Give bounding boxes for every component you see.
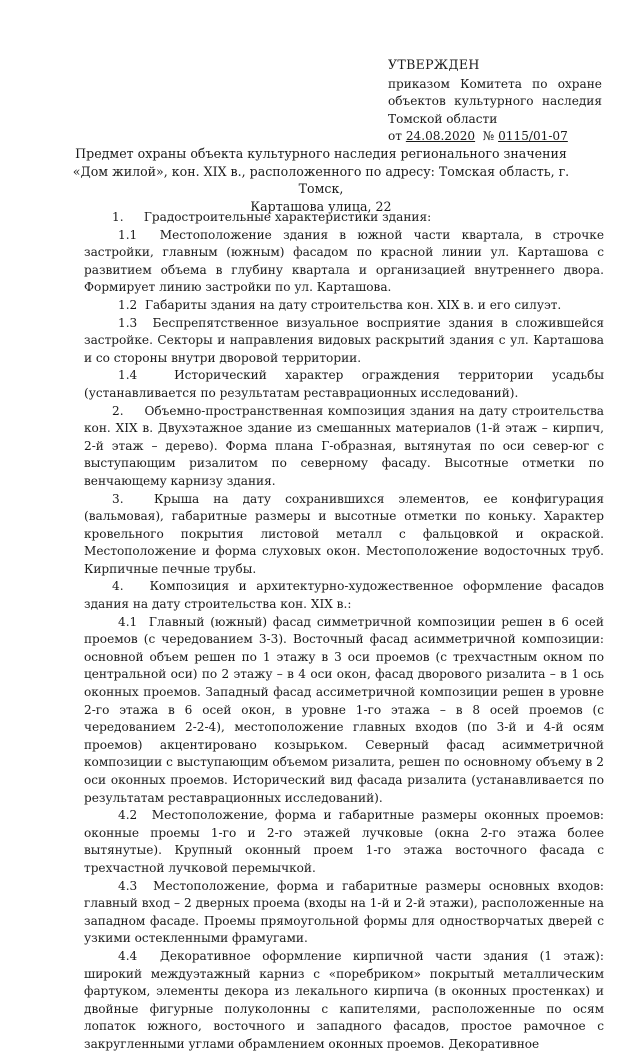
paragraph: 4.4 Декоративное оформление кирпичной части здания (1 этаж): широкий междуэтажный карниз с «поребриком» покрытый металлическим фартуком, элементы декора из лекального кирпича (в оконных простенках) и двойные фигурные полуколонны с капителями, расположенные по осям лопаток южного, восточного и западного фасадов, простое рамочное с закругленными углами обрамлением оконных проемов. Декоративное	[84, 948, 604, 1051]
approval-block	[388, 56, 602, 146]
paragraph: 1.4 Исторический характер ограждения территории усадьбы (устанавливается по результатам реставрационных исследований).	[84, 368, 604, 400]
document-title: Предмет охраны объекта культурного наследия регионального значения «Дом жилой», кон. XIX в., расположенного по адресу: Томская область, г. Томск, Карташова улица, 22	[72, 146, 570, 214]
paragraph: 1. Градостроительные характеристики здания:	[112, 210, 432, 224]
approval-line-3: Томской области	[388, 111, 498, 126]
document-body	[84, 209, 604, 1054]
paragraph: 1.3 Беспрепятственное визуальное восприятие здания в сложившейся застройке. Секторы и направления видовых раскрытий здания с ул. Карташова и со стороны внутри дворовой территории.	[84, 315, 604, 365]
paragraph: 4.1 Главный (южный) фасад симметричной композиции решен в 6 осей проемов (с чередованием 3-3). Восточный фасад асимметричной композиции: основной объем решен по 1 этажу в 3 оси проемов (с трехчастным окном по центральной оси) по 2 этажу – в 4 оси окон, фасад дворового ризалита – в 1 ось оконных проемов. Западный фасад ассиметричной композиции решен в уровне 2-го этажа в 6 осей окон, в уровне 1-го этажа – в 8 осей проемов (с чередованием 2-2-4), местоположение главных входов (по 3-й и 4-й осям проемов) акцентировано козырьком. Северный фасад асимметричной композиции с выступающим объемом ризалита, решен по основному объему в 2 оси оконных проемов. Исторический вид фасада ризалита (устанавливается по результатам реставрационных исследований).	[84, 614, 604, 805]
approval-date: 24.08.2020	[405, 129, 476, 144]
paragraph: 1.1 Местоположение здания в южной части квартала, в строчке застройки, главным (южным) фасадом по красной линии ул. Карташова с развитием объема в глубину квартала и организацией внутреннего двора. Формирует линию застройки по ул. Карташова.	[84, 227, 604, 295]
approval-number: 0115/01-07	[498, 129, 568, 144]
paragraph: 3. Крыша на дату сохранившихся элементов, ее конфигурация (вальмовая), габаритные размеры и высотные отметки по коньку. Характер кровельного покрытия листовой металл с фальцовкой и окраской. Местоположение и форма слуховых окон. Местоположение водосточных труб. Кирпичные печные трубы.	[84, 491, 604, 576]
paragraph: 1.2 Габариты здания на дату строительства кон. XIX в. и его силуэт.	[118, 297, 562, 312]
paragraph: 4. Композиция и архитектурно-художественное оформление фасадов здания на дату строительства кон. XIX в.:	[84, 579, 604, 612]
approval-line-1: приказом Комитета по охране	[388, 76, 602, 91]
paragraph: 4.2 Местоположение, форма и габаритные размеры оконных проемов: оконные проемы 1-го и 2-го этажей лучковые (окна 2-го этажа более вытянутые). Крупный оконный проем 1-го этажа восточного фасада с трехчастной лучковой перемычкой.	[84, 808, 604, 875]
approval-date-line: от 24.08.2020 № 0115/01-07	[388, 129, 568, 144]
approval-heading: УТВЕРЖДЕН	[388, 57, 480, 72]
paragraph: 4.3 Местоположение, форма и габаритные размеры основных входов: главный вход – 2 дверных проема (входы на 1-й и 2-й этажи), расположенные на западном фасаде. Проемы прямоугольной формы для одностворчатых дверей с узкими остекленными фрамугами.	[84, 878, 604, 946]
approval-line-2: объектов культурного наследия	[388, 94, 602, 109]
paragraph: 2. Объемно-пространственная композиция здания на дату строительства кон. XIX в. Двухэтажное здание из смешанных материалов (1-й этаж – кирпич, 2-й этаж – дерево). Форма плана Г-образная, вытянутая по оси север-юг с выступающим ризалитом по северному фасаду. Высотные отметки по венчающему карнизу здания.	[84, 403, 604, 488]
